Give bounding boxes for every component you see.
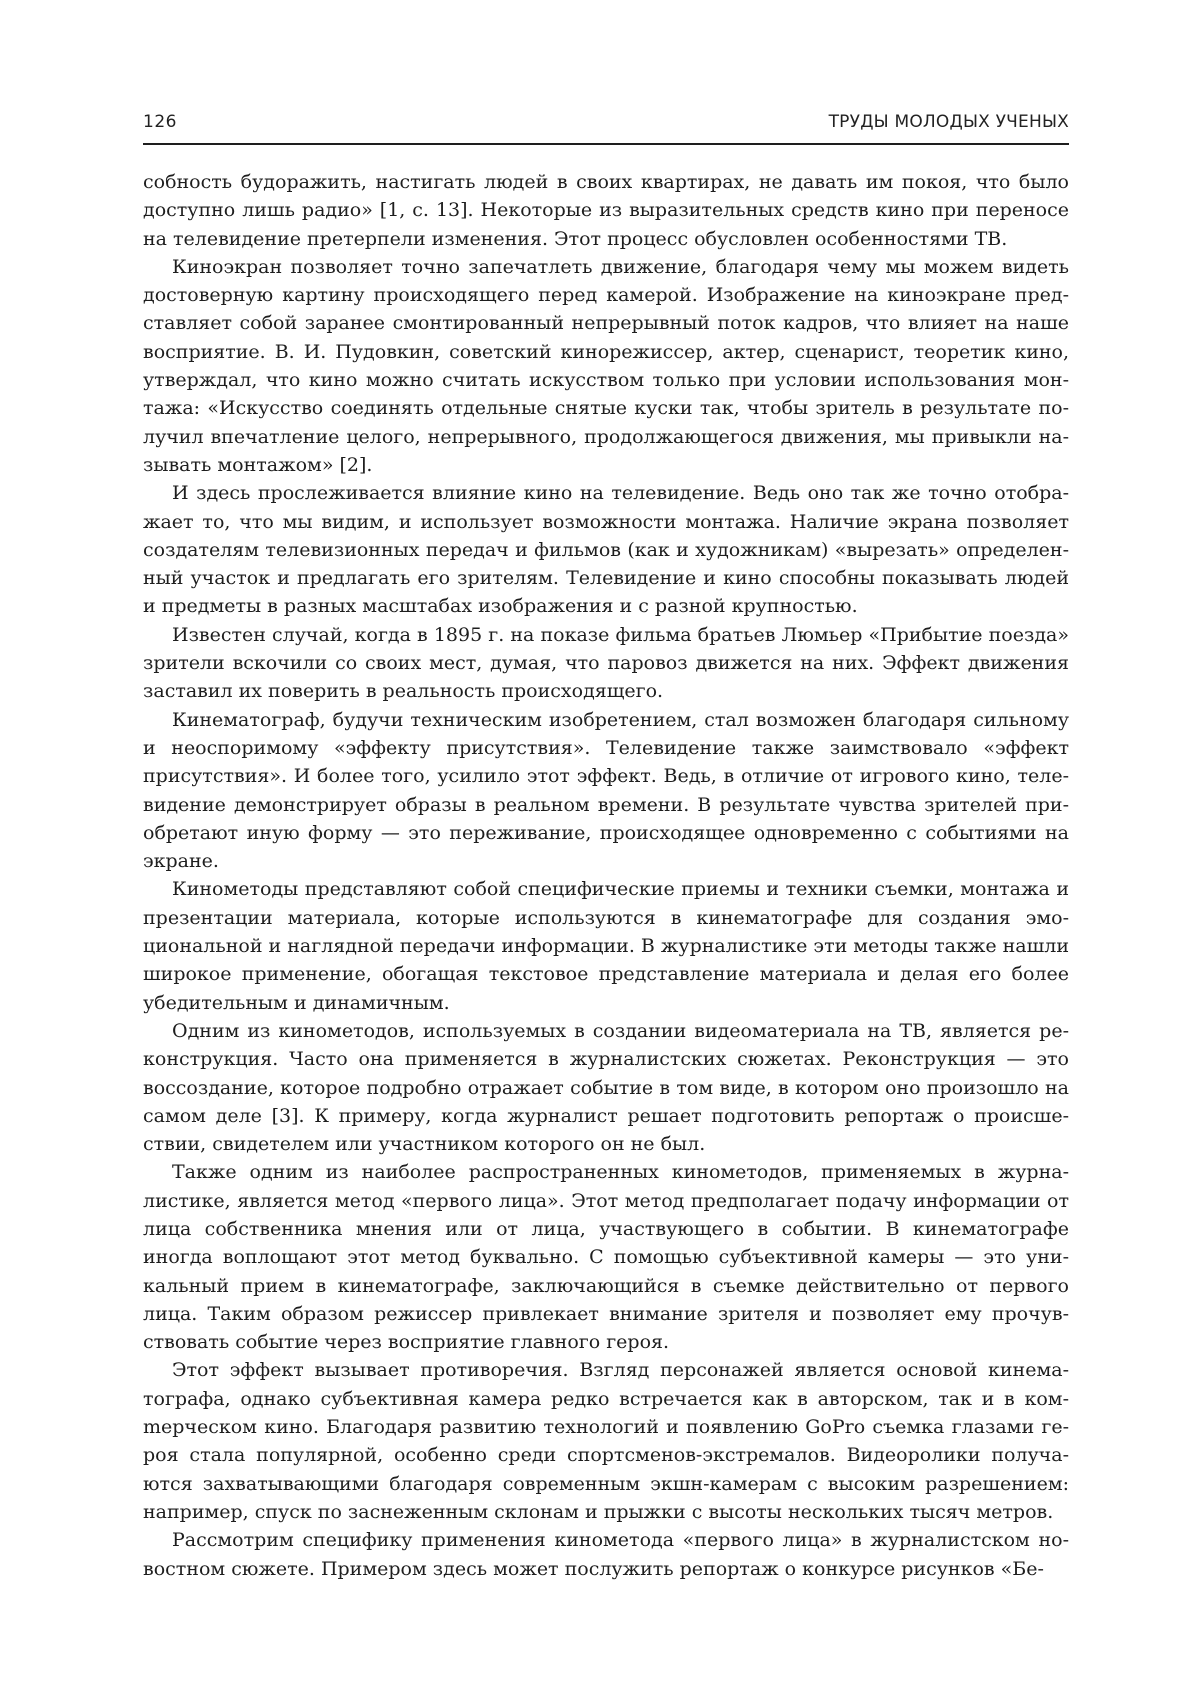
paragraph-10: Рассмотрим специфику применения кинометода «первого лица» в журналистском новостном сюжете. Примером здесь может послужить репортаж о конкурсе рисунков «Бе- xyxy=(143,1529,1069,1580)
paragraph-9: Этот эффект вызывает противоречия. Взгляд персонажей является основой кинематографа, однако субъективная камера редко встречается как в авторском, так и в комmерческом кино. Благодаря развитию технологий и появлению GoPro съемка глазами героя стала популярной, особенно среди спортсменов-экстремалов. Видеоролики получаются захватывающими благодаря современным экшн-камерам с высоким разрешением: например, спуск по заснеженным склонам и прыжки с высоты нескольких тысяч метров. xyxy=(143,1359,1069,1523)
paragraph-1: собность будоражить, настигать людей в своих квартирах, не давать им покоя, что было доступно лишь радио» [1, с. 13]. Некоторые из выразительных средств кино при переносе на телевидение претерпели изменения. Этот процесс обусловлен особенностями ТВ. xyxy=(143,171,1069,250)
paragraph-8: Также одним из наиболее распространенных кинометодов, применяемых в журналистике, является метод «первого лица». Этот метод предполагает подачу информации от лица собственника мнения или от лица, участвующего в событии. В кинематографе иногда воплощают этот метод буквально. С помощью субъективной камеры — это уникальный прием в кинематографе, заключающийся в съемке действительно от первого лица. Таким образом режиссер привлекает внимание зрителя и позволяет ему прочувствовать событие через восприятие главного героя. xyxy=(143,1161,1069,1354)
header-rule xyxy=(143,143,1069,145)
paragraph-7: Одним из кинометодов, используемых в создании видеоматериала на ТВ, является реконструкция. Часто она применяется в журналистских сюжетах. Реконструкция — это воссоздание, которое подробно отражает событие в том виде, в котором оно произошло на самом деле [3]. К примеру, когда журналист решает подготовить репортаж о происшествии, свидетелем или участником которого он не был. xyxy=(143,1019,1069,1156)
running-header xyxy=(143,112,1069,142)
body-text xyxy=(143,168,1069,1583)
paragraph-5: Кинематограф, будучи техническим изобретением, стал возможен благодаря сильному и неоспоримому «эффекту присутствия». Телевидение также заимствовало «эффект присутствия». И более того, усилило этот эффект. Ведь, в отличие от игрового кино, телевидение демонстрирует образы в реальном времени. В результате чувства зрителей приобретают иную форму — это переживание, происходящее одновременно с событиями на экране. xyxy=(143,708,1069,873)
paragraph-4: Известен случай, когда в 1895 г. на показе фильма братьев Люмьер «Прибытие поезда» зрители вскочили со своих мест, думая, что паровоз движется на них. Эффект движения заставил их поверить в реальность происходящего. xyxy=(143,623,1069,703)
page-number: 126 xyxy=(143,112,177,132)
paragraph-2: Киноэкран позволяет точно запечатлеть движение, благодаря чему мы можем видеть достоверную картину происходящего перед камерой. Изображение на киноэкране представляет собой заранее смонтированный непрерывный поток кадров, что влияет на наше восприятие. В. И. Пудовкин, советский кинорежиссер, актер, сценарист, теоретик кино, утверждал, что кино можно считать искусством только при условии использования монтажа: «Искусство соединять отдельные снятые куски так, чтобы зритель в результате получил впечатление целого, непрерывного, продолжающегося движения, мы привыкли называть монтажом» [2]. xyxy=(143,255,1069,476)
journal-title: ТРУДЫ МОЛОДЫХ УЧЕНЫХ xyxy=(828,112,1069,132)
paragraph-6: Кинометоды представляют собой специфические приемы и техники съемки, монтажа и презентации материала, которые используются в кинематографе для создания эмоциональной и наглядной передачи информации. В журналистике эти методы также нашли широкое применение, обогащая текстовое представление материала и делая его более убедительным и динамичным. xyxy=(143,878,1069,1014)
paragraph-3: И здесь прослеживается влияние кино на телевидение. Ведь оно так же точно отображает то, что мы видим, и использует возможности монтажа. Наличие экрана позволяет создателям телевизионных передач и фильмов (как и художникам) «вырезать» определенный участок и предлагать его зрителям. Телевидение и кино способны показывать людей и предметы в разных масштабах изображения и с разной крупностью. xyxy=(143,482,1069,618)
